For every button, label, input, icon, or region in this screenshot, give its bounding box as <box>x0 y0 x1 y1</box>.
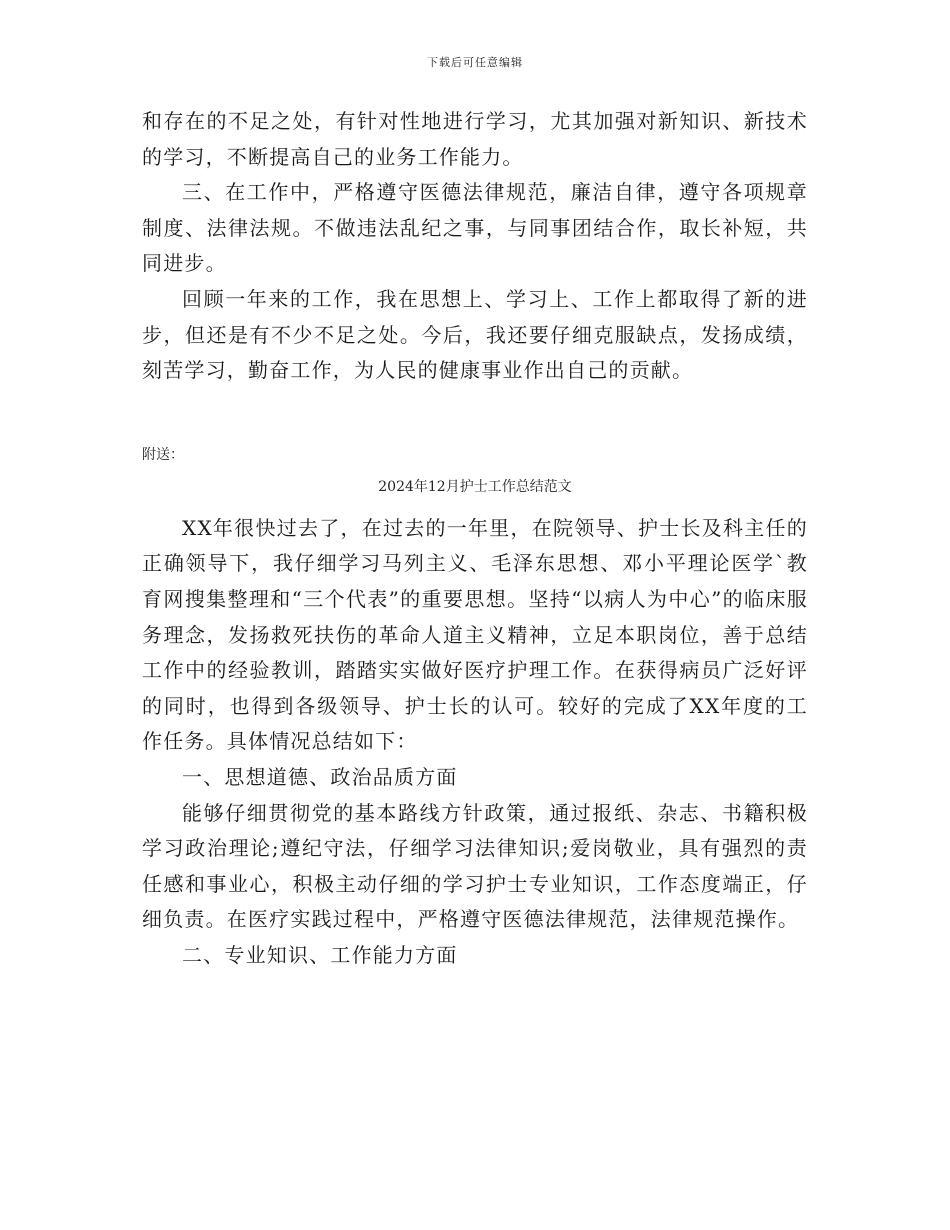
appendix-label: 附送： <box>142 446 184 463</box>
document-body <box>142 104 808 973</box>
paragraph-section-one: 能够仔细贯彻党的基本路线方针政策，通过报纸、杂志、书籍积极学习政治理论;遵纪守法，仔细学习法律知识;爱岗敬业，具有强烈的责任感和事业心，积极主动仔细的学习护士专业知识，工作态度端正，仔细负责。在医疗实践过程中，严格遵守医德法律规范，法律规范操作。 <box>142 800 808 932</box>
page-header: 下载后可任意编辑 <box>427 56 523 69</box>
section-heading-two: 二、专业知识、工作能力方面 <box>182 942 458 967</box>
paragraph-review: 回顾一年来的工作，我在思想上、学习上、工作上都取得了新的进步，但还是有不少不足之处。今后，我还要仔细克服缺点，发扬成绩，刻苦学习，勤奋工作，为人民的健康事业作出自己的贡献。 <box>142 286 808 383</box>
appendix-title: 2024年12月护士工作总结范文 <box>378 478 572 495</box>
paragraph-intro: XX年很快过去了，在过去的一年里，在院领导、护士长及科主任的正确领导下，我仔细学习马列主义、毛泽东思想、邓小平理论医学`教育网搜集整理和“三个代表”的重要思想。坚持“以病人为中心”的临床服务理念，发扬救死扶伤的革命人道主义精神，立足本职岗位，善于总结工作中的经验教训，踏踏实实做好医疗护理工作。在获得病员广泛好评的同时，也得到各级领导、护士长的认可。较好的完成了XX年度的工作任务。具体情况总结如下： <box>142 515 808 754</box>
paragraph-continued: 和存在的不足之处，有针对性地进行学习，尤其加强对新知识、新技术的学习，不断提高自己的业务工作能力。 <box>142 109 808 169</box>
paragraph-rule-three: 三、在工作中，严格遵守医德法律规范，廉洁自律，遵守各项规章制度、法律法规。不做违法乱纪之事，与同事团结合作，取长补短，共同进步。 <box>142 180 808 276</box>
section-heading-one: 一、思想道德、政治品质方面 <box>182 764 458 789</box>
section-spacer <box>142 389 808 445</box>
